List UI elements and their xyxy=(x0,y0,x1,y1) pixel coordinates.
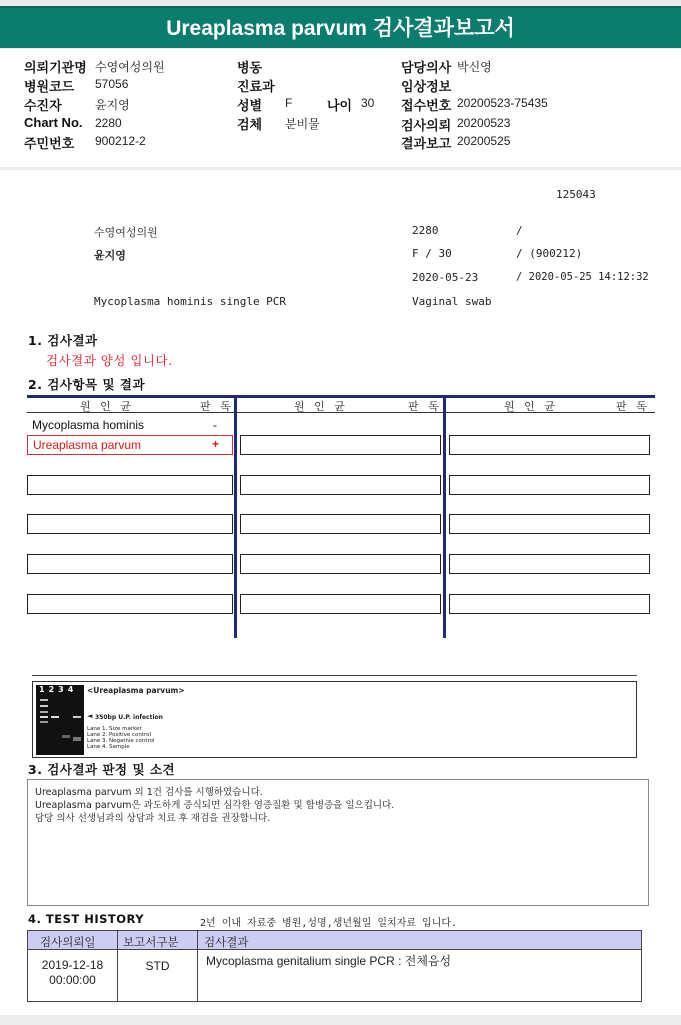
table-row xyxy=(449,514,650,534)
summary-specimen: Vaginal swab xyxy=(412,295,492,308)
history-table xyxy=(27,930,642,1002)
label-doctor: 담당의사 xyxy=(401,60,452,75)
table-row xyxy=(27,554,233,574)
gel-lane-numbers: 1234 xyxy=(39,685,78,694)
gel-title: <Ureaplasma parvum> xyxy=(87,686,185,695)
label-request-date: 검사의뢰 xyxy=(401,118,452,133)
history-th-type: 보고서구분 xyxy=(123,935,179,949)
col-header-judge-3: 판 독 xyxy=(616,400,650,413)
opinion-line: Ureaplasma parvum은 과도하게 증식되면 심각한 염증질환 및 합병증을 일으킵니다. xyxy=(35,800,395,811)
col-header-organism-3: 원 인 균 xyxy=(504,400,558,413)
col-header-organism-2: 원 인 균 xyxy=(294,400,348,413)
col-header-judge-1: 판 독 xyxy=(200,400,234,413)
value-doctor: 박신영 xyxy=(457,60,492,74)
label-age: 나이 xyxy=(327,98,353,113)
summary-slash: / xyxy=(516,224,523,237)
label-resident-no: 주민번호 xyxy=(24,136,75,151)
section1-title: 1. 검사결과 xyxy=(28,333,98,348)
label-ward: 병동 xyxy=(237,60,263,75)
label-department: 진료과 xyxy=(237,79,275,94)
summary-request-date: 2020-05-23 xyxy=(412,271,479,284)
section3-title: 3. 검사결과 판정 및 소견 xyxy=(28,762,176,777)
summary-chart: 2280 xyxy=(412,224,439,237)
history-th-date: 검사의뢰일 xyxy=(40,935,96,949)
header-panel xyxy=(0,49,681,167)
value-specimen: 분비물 xyxy=(285,117,320,131)
table-row xyxy=(240,554,441,574)
value-requesting-clinic: 수영여성의원 xyxy=(95,60,165,74)
table-row xyxy=(449,475,650,495)
report-code: 125043 xyxy=(556,188,596,201)
value-request-date: 20200523 xyxy=(457,116,511,130)
opinion-box xyxy=(27,779,649,906)
value-receipt-no: 20200523-75435 xyxy=(457,96,548,110)
section1-result: 검사결과 양성 입니다. xyxy=(46,353,173,368)
gel-legend-item: Lane 2. Positive control xyxy=(87,732,152,738)
label-hospital-code: 병원코드 xyxy=(24,79,75,94)
table-row xyxy=(27,594,233,614)
table-row xyxy=(27,435,233,455)
gel-legend-item: Lane 1. Size marker xyxy=(87,726,142,732)
label-requesting-clinic: 의뢰기관명 xyxy=(24,60,87,75)
table-row xyxy=(240,594,441,614)
report-document xyxy=(0,170,681,1015)
label-chart-no: Chart No. xyxy=(24,115,83,130)
summary-test-name: Mycoplasma hominis single PCR xyxy=(94,295,287,308)
table-row xyxy=(449,594,650,614)
label-sex: 성별 xyxy=(237,98,263,113)
table-row xyxy=(27,475,233,495)
results-column-divider xyxy=(234,395,237,638)
table-row xyxy=(449,554,650,574)
gel-legend xyxy=(87,726,155,750)
gel-legend-item: Lane 3. Negative control xyxy=(87,738,155,744)
col-header-judge-2: 판 독 xyxy=(408,400,442,413)
opinion-line: Ureaplasma parvum 외 1건 검사를 시행하였습니다. xyxy=(35,787,263,798)
summary-patient: 윤지영 xyxy=(94,249,126,262)
gel-image-frame xyxy=(32,681,637,758)
table-row xyxy=(27,514,233,534)
value-resident-no: 900212-2 xyxy=(95,134,146,148)
label-report-date: 결과보고 xyxy=(401,136,452,151)
section2-title: 2. 검사항목 및 결과 xyxy=(28,377,146,392)
results-column-divider xyxy=(443,395,446,638)
table-row xyxy=(240,514,441,534)
organism-name: Mycoplasma hominis xyxy=(32,418,145,432)
col-header-organism-1: 원 인 균 xyxy=(80,400,134,413)
history-cell-type: STD xyxy=(145,959,170,973)
table-row xyxy=(449,435,650,455)
history-note: 2년 이내 자료중 병원,성명,생년월일 일치자료 입니다. xyxy=(200,918,458,929)
report-title: Ureaplasma parvum 검사결과보고서 xyxy=(0,6,681,48)
value-age: 30 xyxy=(361,96,375,110)
value-report-date: 20200525 xyxy=(457,134,511,148)
opinion-text xyxy=(35,786,394,825)
summary-sex-age: F / 30 xyxy=(412,247,452,260)
gel-legend-item: Lane 4. Sample xyxy=(87,744,130,750)
history-header-row xyxy=(28,931,641,950)
label-specimen: 검체 xyxy=(237,117,263,132)
label-clinical-info: 임상정보 xyxy=(401,79,452,94)
organism-result: - xyxy=(213,418,217,432)
gel-top-rule xyxy=(32,675,637,676)
table-row xyxy=(240,435,441,455)
summary-report-datetime: / 2020-05-25 14:12:32 xyxy=(516,271,649,283)
value-sex: F xyxy=(285,96,293,110)
history-th-result: 검사결과 xyxy=(204,935,249,949)
history-cell-date: 2019-12-18 00:00:00 xyxy=(41,958,104,987)
value-patient: 윤지영 xyxy=(95,98,130,112)
gel-band-arrow: ◄ xyxy=(87,712,93,720)
summary-clinic: 수영여성의원 xyxy=(94,226,158,239)
summary-birth: / (900212) xyxy=(516,247,583,260)
label-receipt-no: 접수번호 xyxy=(401,98,452,113)
value-hospital-code: 57056 xyxy=(95,77,129,91)
gel-band-label: 350bp U.P. infection xyxy=(95,714,163,721)
table-row xyxy=(240,475,441,495)
value-chart-no: 2280 xyxy=(95,116,122,130)
history-cell-result: Mycoplasma genitalium single PCR : 전체음성 xyxy=(206,954,452,968)
organism-name: Ureaplasma parvum xyxy=(33,438,142,452)
label-patient: 수진자 xyxy=(24,98,62,113)
history-col-divider xyxy=(197,931,198,1001)
section4-title: 4. TEST HISTORY xyxy=(28,912,145,926)
opinion-line: 담당 의사 선생님과의 상담과 치료 후 재검을 권장합니다. xyxy=(35,813,271,824)
organism-result: + xyxy=(212,437,220,451)
